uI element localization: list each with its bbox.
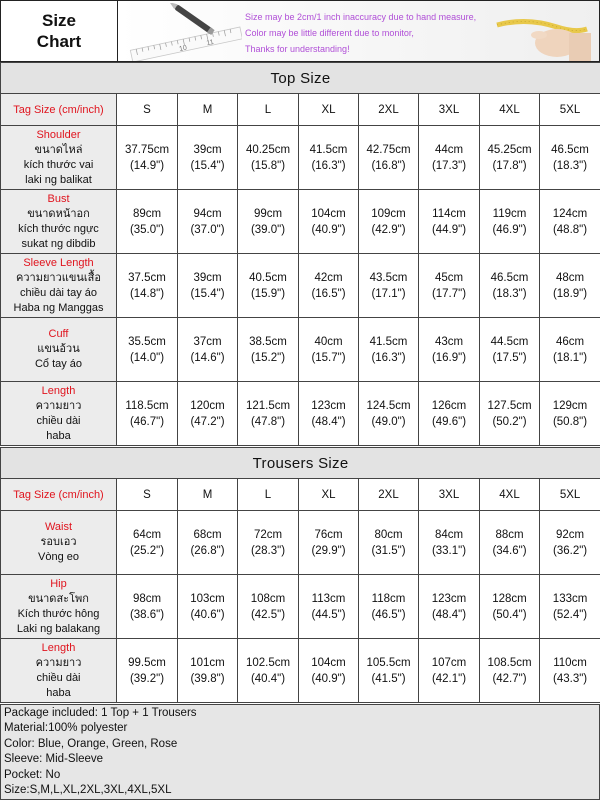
table-cell: 92cm (36.2") (540, 511, 600, 575)
size-label: 5XL (540, 479, 600, 511)
row-label (1, 382, 117, 446)
size-label: L (238, 479, 299, 511)
row-label-en: Hip (50, 577, 67, 590)
table-cell: 114cm (44.9") (419, 190, 480, 254)
size-label: 2XL (359, 479, 419, 511)
table-cell: 89cm (35.0") (117, 190, 178, 254)
top-size-title: Top Size (1, 63, 600, 94)
table-cell: 108.5cm (42.7") (480, 639, 540, 703)
pocket-text: Pocket: No (4, 768, 61, 781)
row-label-en: Cuff (48, 328, 69, 340)
table-cell: 88cm (34.6") (480, 511, 540, 575)
table-cell: 46cm (18.1") (540, 318, 600, 382)
row-label-vi: chiều dài (36, 414, 81, 427)
table-cell: 39cm (15.4") (178, 126, 238, 190)
row-label-th: ขนาดสะโพก (28, 592, 89, 605)
table-cell: 46.5cm (18.3") (540, 126, 600, 190)
size-header-row (1, 94, 600, 126)
row-label-en: Waist (44, 521, 73, 533)
size-label: S (117, 479, 178, 511)
measurement-row-hip (1, 575, 600, 639)
row-label-en: Length (41, 384, 76, 397)
table-cell: 80cm (31.5") (359, 511, 419, 575)
measurement-banner (118, 1, 599, 61)
section-title-row (1, 448, 600, 479)
table-cell: 119cm (46.9") (480, 190, 540, 254)
row-label-th: รอบเอว (40, 536, 77, 548)
row-label-tl: Laki ng balakang (16, 622, 101, 635)
table-cell: 101cm (39.8") (178, 639, 238, 703)
size-label: 4XL (480, 94, 540, 126)
table-cell: 127.5cm (50.2") (480, 382, 540, 446)
size-label: 5XL (540, 94, 600, 126)
table-cell: 44.5cm (17.5") (480, 318, 540, 382)
ruler-pen-icon (124, 3, 242, 61)
table-cell: 72cm (28.3") (238, 511, 299, 575)
hand-tape-measure-icon (487, 3, 591, 61)
measurement-row-cuff (1, 318, 600, 382)
note-line: Size may be 2cm/1 inch inaccuracy due to hand measure, (245, 12, 477, 22)
note-line: Color may be little different due to monitor, (245, 28, 414, 38)
measurement-row-length (1, 382, 600, 446)
table-cell: 40.25cm (15.8") (238, 126, 299, 190)
table-cell: 38.5cm (15.2") (238, 318, 299, 382)
ruler-mark-11: 11 (205, 38, 215, 48)
row-label (1, 575, 117, 639)
table-cell: 118cm (46.5") (359, 575, 419, 639)
table-cell: 123cm (48.4") (419, 575, 480, 639)
chart-title (1, 1, 118, 61)
row-label (1, 511, 117, 575)
table-cell: 42cm (16.5") (299, 254, 359, 318)
table-cell: 118.5cm (46.7") (117, 382, 178, 446)
table-cell: 41.5cm (16.3") (359, 318, 419, 382)
note-line: Thanks for understanding! (245, 44, 350, 54)
table-cell: 40cm (15.7") (299, 318, 359, 382)
row-label (1, 639, 117, 703)
package-included-text: Package included: 1 Top + 1 Trousers (4, 707, 197, 719)
measurement-row-sleeve-length (1, 254, 600, 318)
chart-title-line1: Size (41, 11, 77, 30)
row-label (1, 190, 117, 254)
section-title-row (1, 63, 600, 94)
table-cell: 45.25cm (17.8") (480, 126, 540, 190)
row-label-vi: Kích thước hông (17, 607, 100, 620)
table-cell: 37.75cm (14.9") (117, 126, 178, 190)
product-details (0, 704, 600, 800)
table-cell: 104cm (40.9") (299, 639, 359, 703)
material-text: Material:100% polyester (4, 722, 128, 735)
trousers-size-title: Trousers Size (1, 448, 600, 479)
header (0, 0, 600, 62)
row-label-en: Sleeve Length (23, 256, 94, 269)
row-label-vi: Cổ tay áo (34, 358, 83, 370)
table-cell: 105.5cm (41.5") (359, 639, 419, 703)
row-label-vi: Vòng eo (38, 551, 79, 563)
row-label-vi: chiều dài tay áo (19, 286, 98, 299)
measurement-notes (245, 9, 476, 57)
table-cell: 64cm (25.2") (117, 511, 178, 575)
size-label: 3XL (419, 94, 480, 126)
table-cell: 129cm (50.8") (540, 382, 600, 446)
table-cell: 99.5cm (39.2") (117, 639, 178, 703)
table-cell: 94cm (37.0") (178, 190, 238, 254)
tag-size-label: Tag Size (cm/inch) (1, 479, 117, 511)
chart-title-line2: Chart (36, 32, 82, 51)
row-label-en: Bust (47, 192, 70, 205)
table-cell: 108cm (42.5") (238, 575, 299, 639)
size-label: XL (299, 479, 359, 511)
row-label-en: Shoulder (36, 128, 81, 141)
row-label-th: ความยาวแขนเสื้อ (16, 271, 101, 284)
table-cell: 133cm (52.4") (540, 575, 600, 639)
table-cell: 104cm (40.9") (299, 190, 359, 254)
table-cell: 68cm (26.8") (178, 511, 238, 575)
measurement-row-bust (1, 190, 600, 254)
table-cell: 107cm (42.1") (419, 639, 480, 703)
row-label-tl: sukat ng dibdib (21, 237, 96, 250)
table-cell: 99cm (39.0") (238, 190, 299, 254)
row-label-th: ความยาว (35, 656, 82, 669)
table-cell: 37cm (14.6") (178, 318, 238, 382)
size-label: 4XL (480, 479, 540, 511)
size-label: M (178, 94, 238, 126)
measurement-row-length (1, 639, 600, 703)
table-cell: 121.5cm (47.8") (238, 382, 299, 446)
row-label-tl: haba (46, 429, 71, 442)
row-label-tl: haba (46, 686, 71, 699)
table-cell: 110cm (43.3") (540, 639, 600, 703)
table-cell: 98cm (38.6") (117, 575, 178, 639)
row-label (1, 126, 117, 190)
size-label: L (238, 94, 299, 126)
row-label-th: ขนาดไหล่ (34, 143, 83, 156)
ruler-mark-10: 10 (178, 44, 188, 54)
table-cell: 109cm (42.9") (359, 190, 419, 254)
row-label (1, 318, 117, 382)
table-cell: 37.5cm (14.8") (117, 254, 178, 318)
color-text: Color: Blue, Orange, Green, Rose (4, 737, 178, 750)
top-size-table (0, 62, 600, 446)
measurement-row-waist (1, 511, 600, 575)
size-header-row (1, 479, 600, 511)
table-cell: 84cm (33.1") (419, 511, 480, 575)
table-cell: 42.75cm (16.8") (359, 126, 419, 190)
row-label-vi: kích thước vai (23, 158, 94, 171)
row-label-tl: Haba ng Manggas (13, 301, 104, 314)
table-cell: 103cm (40.6") (178, 575, 238, 639)
sleeve-text: Sleeve: Mid-Sleeve (4, 753, 104, 766)
measurement-row-shoulder (1, 126, 600, 190)
table-cell: 123cm (48.4") (299, 382, 359, 446)
tag-size-label: Tag Size (cm/inch) (1, 94, 117, 126)
table-cell: 120cm (47.2") (178, 382, 238, 446)
table-cell: 35.5cm (14.0") (117, 318, 178, 382)
table-cell: 48cm (18.9") (540, 254, 600, 318)
table-cell: 102.5cm (40.4") (238, 639, 299, 703)
table-cell: 124cm (48.8") (540, 190, 600, 254)
size-label: S (117, 94, 178, 126)
size-list-text: Size:S,M,L,XL,2XL,3XL,4XL,5XL (4, 784, 172, 797)
table-cell: 44cm (17.3") (419, 126, 480, 190)
row-label-vi: kích thước ngực (18, 222, 99, 235)
table-cell: 45cm (17.7") (419, 254, 480, 318)
row-label-tl: laki ng balikat (25, 173, 92, 186)
size-label: XL (299, 94, 359, 126)
trousers-size-table (0, 447, 600, 703)
table-cell: 76cm (29.9") (299, 511, 359, 575)
row-label-en: Length (41, 641, 76, 654)
table-cell: 41.5cm (16.3") (299, 126, 359, 190)
table-cell: 46.5cm (18.3") (480, 254, 540, 318)
table-cell: 126cm (49.6") (419, 382, 480, 446)
table-cell: 40.5cm (15.9") (238, 254, 299, 318)
size-label: 3XL (419, 479, 480, 511)
table-cell: 128cm (50.4") (480, 575, 540, 639)
row-label-th: แขนอ้วน (37, 343, 80, 355)
table-cell: 43cm (16.9") (419, 318, 480, 382)
size-label: M (178, 479, 238, 511)
row-label (1, 254, 117, 318)
row-label-th: ความยาว (35, 399, 82, 412)
table-cell: 113cm (44.5") (299, 575, 359, 639)
row-label-th: ขนาดหน้าอก (27, 207, 90, 220)
table-cell: 124.5cm (49.0") (359, 382, 419, 446)
table-cell: 43.5cm (17.1") (359, 254, 419, 318)
table-cell: 39cm (15.4") (178, 254, 238, 318)
row-label-vi: chiều dài (36, 671, 81, 684)
size-label: 2XL (359, 94, 419, 126)
